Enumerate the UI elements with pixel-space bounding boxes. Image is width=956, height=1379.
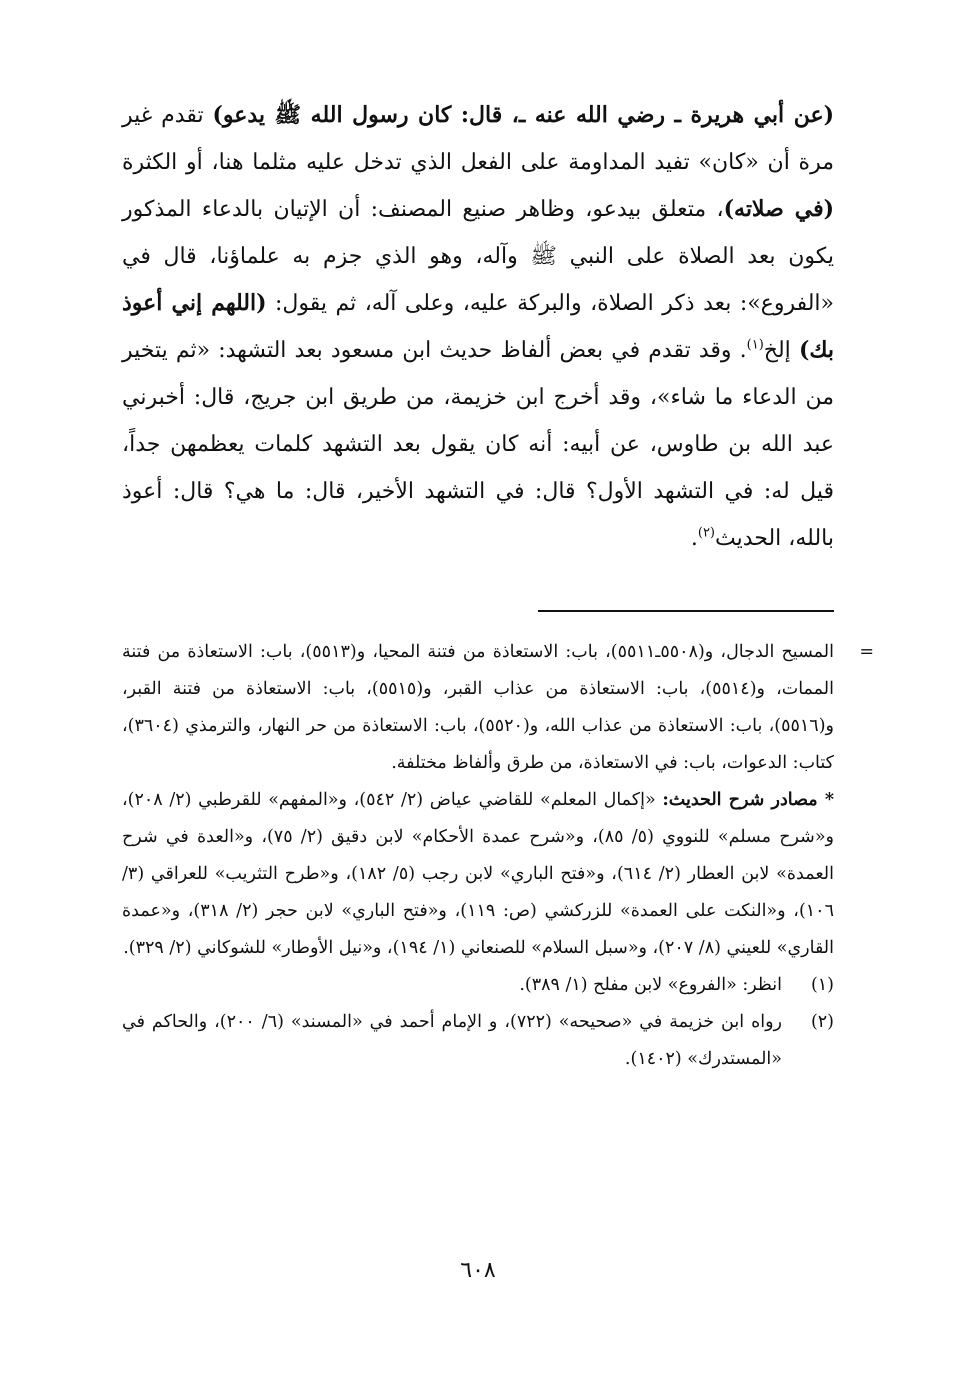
continuation-mark: = [859, 642, 874, 662]
sources-title: * مصادر شرح الحديث: [662, 790, 834, 810]
footnote-separator [538, 610, 834, 612]
footnote-ref-2[interactable]: (٢) [697, 525, 715, 541]
continuation-text: المسيح الدجال، و(٥٥٠٨ـ٥٥١١)، باب: الاستعاذة من فتنة المحيا، و(٥٥١٣)، باب: الاستعاذة من فتنة الممات، و(٥٥١٤)، باب: الاستعاذة من عذاب القبر، و(٥٥١٥)، باب: الاستعاذة من فتنة القبر، و(٥٥١٦)، باب: الاستعاذة من عذاب الله، و(٥٥٢٠)، باب: الاستعاذة من حر النهار، والترمذي (٣٦٠٤)، كتاب: الدعوات، باب: في الاستعاذة، من طرق وألفاظ مختلفة. [122, 642, 834, 773]
hadith-quote-supplication: (اللهم إني أعوذ بك) [122, 290, 835, 363]
commentary-text: ، متعلق بيدعو، وظاهر صنيع المصنف: أن الإتيان بالدعاء المذكور يكون بعد الصلاة على النبي ﷺ وآله، وهو الذي جزم به علماؤنا، قال في «الفروع»: بعد ذكر الصلاة، والبركة عليه، وعلى آله، ثم يقول: [122, 197, 835, 316]
footnote-number: (٢) [810, 1012, 834, 1032]
sources-note [122, 782, 834, 967]
commentary-text: . [690, 526, 698, 551]
commentary-text: إلخ [763, 338, 799, 363]
footnote-text: رواه ابن خزيمة في «صحيحه» (٧٢٢)، و الإمام أحمد في «المسند» (٦/ ٢٠٠)، والحاكم في «المستدرك» (١٤٠٢). [122, 1012, 782, 1069]
hadith-quote-opening: (عن أبي هريرة ـ رضي الله عنه ـ، قال: كان رسول الله ﷺ يدعو) [212, 102, 834, 128]
footnote-2 [122, 1004, 834, 1078]
footnote-text: انظر: «الفروع» لابن مفلح (١/ ٣٨٩). [519, 975, 782, 995]
footnotes-section [122, 634, 874, 1078]
hadith-quote-prayer: (في صلاته) [723, 196, 834, 222]
main-paragraph [122, 92, 834, 562]
commentary-text: . وقد تقدم في بعض ألفاظ حديث ابن مسعود بعد التشهد: «ثم يتخير من الدعاء ما شاء»، وقد أخرج ابن خزيمة، من طريق ابن جريج، قال: أخبرني عبد الله بن طاوس، عن أبيه: أنه كان يقول بعد التشهد كلمات يعظمهن جداً، قيل له: في التشهد الأول؟ قال: في التشهد الأخير، قال: ما هي؟ قال: أعوذ بالله، الحديث [122, 338, 834, 551]
main-text [122, 92, 834, 562]
footnote-number: (١) [810, 975, 834, 995]
sources-text: «إكمال المعلم» للقاضي عياض (٢/ ٥٤٢)، و«المفهم» للقرطبي (٢/ ٢٠٨)، و«شرح مسلم» للنووي (٥/ ٨٥)، و«شرح عمدة الأحكام» لابن دقيق (٢/ ٧٥)، و«العدة في شرح العمدة» لابن العطار (٢/ ٦١٤)، و«فتح الباري» لابن رجب (٥/ ١٨٢)، و«طرح التثريب» للعراقي (٣/ ١٠٦)، و«النكت على العمدة» للزركشي (ص: ١١٩)، و«فتح الباري» لابن حجر (٢/ ٣١٨)، و«عمدة القاري» للعيني (٨/ ٢٠٧)، و«سبل السلام» للصنعاني (١/ ١٩٤)، و«نيل الأوطار» للشوكاني (٢/ ٣٢٩). [122, 790, 834, 958]
footnote-continuation [122, 634, 874, 782]
footnote-ref-1[interactable]: (١) [746, 337, 764, 353]
footnote-1 [122, 967, 834, 1004]
page-number: ٦٠٨ [460, 1258, 496, 1283]
commentary-text: تقدم غير مرة أن «كان» تفيد المداومة على الفعل الذي تدخل عليه مثلما هنا، أو الكثرة [122, 103, 834, 175]
